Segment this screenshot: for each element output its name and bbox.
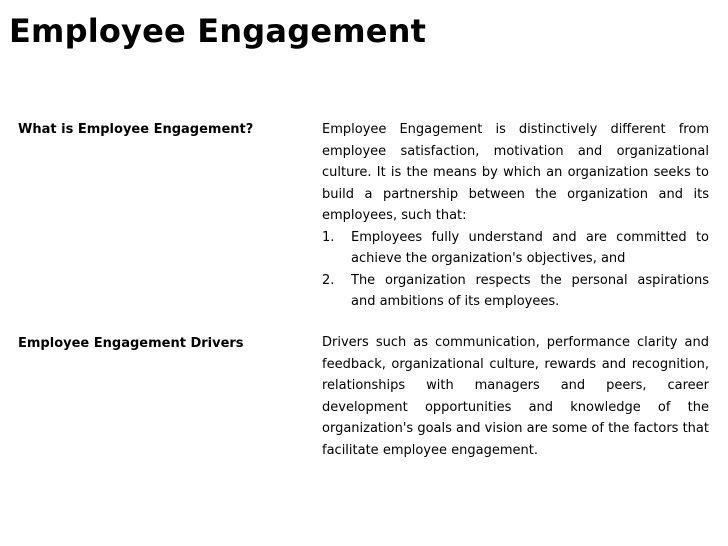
list-item-number: 1. <box>322 229 335 245</box>
section-label-drivers: Employee Engagement Drivers <box>18 336 244 351</box>
list-item-text: The organization respects the personal aspirations and ambitions of its employees. <box>351 272 709 309</box>
section-paragraph: Drivers such as communication, performance clarity and feedback, organizational culture, rewards and recognition, relationships with managers and peers, career development opportunities and knowledge of the organization's goals and vision are some of the factors that facilitate employee engagement. <box>322 335 709 458</box>
section-body-drivers <box>322 332 709 461</box>
numbered-list <box>322 227 709 313</box>
section-body-what-is <box>322 119 709 313</box>
list-item <box>322 270 709 313</box>
list-item-text: Employees fully understand and are committed to achieve the organization's objectives, and <box>351 229 709 266</box>
page-title: Employee Engagement <box>9 12 427 50</box>
list-item-number: 2. <box>322 272 335 288</box>
section-paragraph: Employee Engagement is distinctively different from employee satisfaction, motivation and organizational culture. It is the means by which an organization seeks to build a partnership between the organization and its employees, such that: <box>322 122 709 223</box>
list-item <box>322 227 709 270</box>
section-label-what-is: What is Employee Engagement? <box>18 122 254 137</box>
